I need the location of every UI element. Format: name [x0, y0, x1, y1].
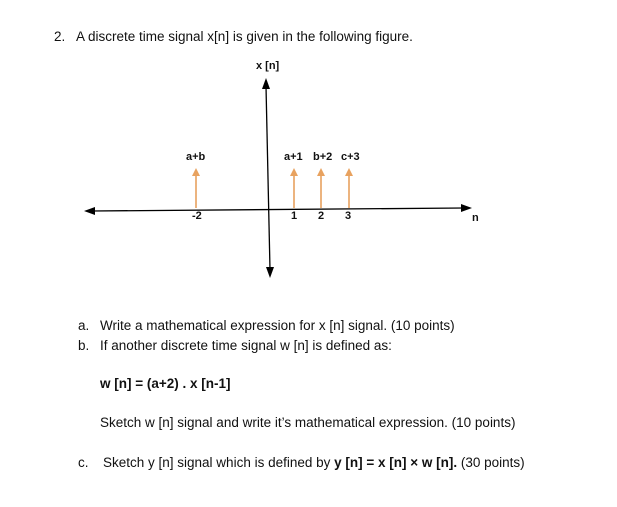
- n-tick-label: 3: [345, 210, 352, 222]
- n-tick-label: -2: [192, 210, 202, 222]
- impulse-value-label: a+b: [186, 151, 206, 163]
- impulse-arrowhead: [290, 168, 298, 176]
- y-axis-label: x [n]: [256, 60, 280, 72]
- impulse-value-label: a+1: [284, 151, 303, 163]
- impulse-value-label: c+3: [341, 151, 360, 163]
- n-axis-label: n: [472, 212, 479, 224]
- n-axis-left-arrow: [84, 207, 95, 215]
- part-b-sketch-text: Sketch w [n] signal and write it’s mathematical expression. (10 points): [100, 415, 516, 430]
- impulse-arrowhead: [317, 168, 325, 176]
- impulse-arrowhead: [192, 168, 200, 176]
- part-c-suffix: (30 points): [457, 455, 525, 470]
- question-text: A discrete time signal x[n] is given in the following figure.: [76, 29, 413, 44]
- y-axis-bottom-arrow: [266, 267, 274, 278]
- y-axis-top-arrow: [262, 78, 270, 89]
- part-a-letter: a.: [78, 318, 90, 333]
- part-c-equation: y [n] = x [n] × w [n].: [334, 455, 458, 470]
- n-axis-right-arrow: [461, 204, 472, 212]
- part-b-text: If another discrete time signal w [n] is defined as:: [100, 338, 392, 353]
- impulse-value-label: b+2: [313, 151, 333, 163]
- question-number: 2.: [54, 29, 66, 44]
- y-axis-line: [266, 86, 270, 270]
- impulse-arrowhead: [345, 168, 353, 176]
- n-tick-label: 2: [318, 210, 325, 222]
- part-c-letter: c.: [78, 455, 89, 470]
- part-b-letter: b.: [78, 338, 90, 353]
- n-axis-line: [92, 208, 464, 211]
- part-c-text: [103, 455, 525, 470]
- part-a-text: Write a mathematical expression for x [n] signal. (10 points): [100, 318, 455, 333]
- part-b-equation: w [n] = (a+2) . x [n-1]: [100, 376, 231, 391]
- part-c-prefix: Sketch y [n] signal which is defined by: [103, 455, 335, 470]
- n-tick-label: 1: [291, 210, 298, 222]
